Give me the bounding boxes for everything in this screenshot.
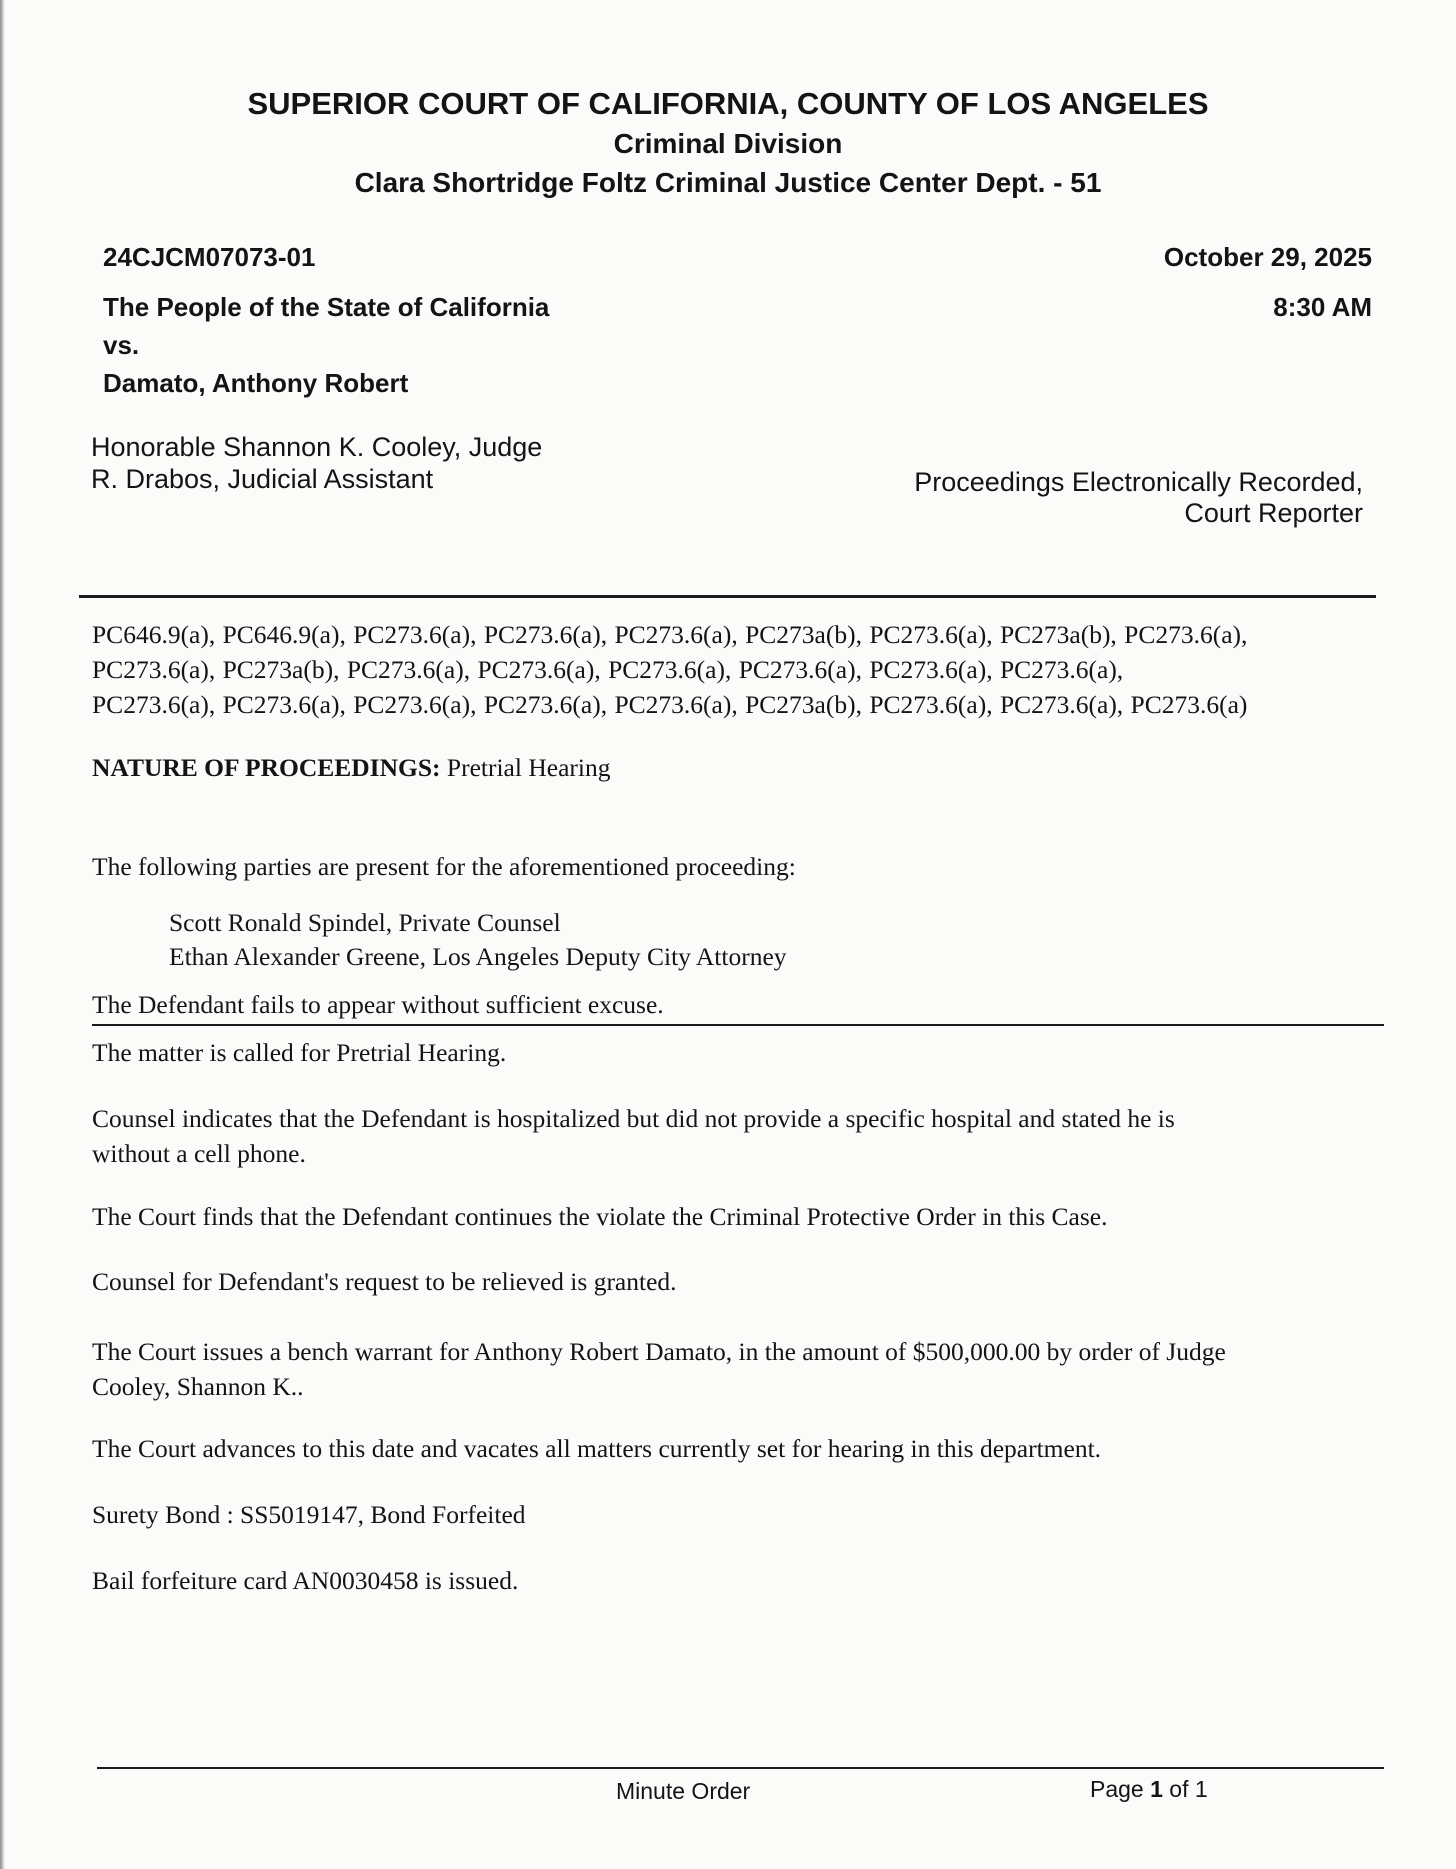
scan-edge-shadow (0, 0, 5, 1869)
footer-divider (97, 1767, 1384, 1769)
page-total: 1 (1194, 1776, 1208, 1802)
minute-hospitalized (92, 1101, 1392, 1171)
header-divider (79, 595, 1376, 598)
court-reporter-label: Court Reporter (1184, 498, 1363, 528)
minute-line: without a cell phone. (92, 1139, 306, 1168)
defendant-status: The Defendant fails to appear without sufficient excuse. (92, 990, 664, 1019)
minute-violation: The Court finds that the Defendant continues the violate the Criminal Protective Order in this Case. (92, 1202, 1108, 1231)
page-current: 1 (1150, 1776, 1163, 1802)
plaintiff: The People of the State of California (103, 292, 550, 322)
minute-bench-warrant (92, 1334, 1392, 1404)
minute-line: Counsel indicates that the Defendant is hospitalized but did not provide a specific hospital and stated he is (92, 1104, 1175, 1133)
page-mid: of (1162, 1776, 1195, 1802)
minute-line: The Court issues a bench warrant for Anthony Robert Damato, in the amount of $500,000.00 by order of Judge (92, 1337, 1226, 1366)
party-entry: Scott Ronald Spindel, Private Counsel (169, 908, 561, 937)
minute-bail-forfeiture: Bail forfeiture card AN0030458 is issued. (92, 1566, 519, 1595)
courthouse-department: Clara Shortridge Foltz Criminal Justice Center Dept. - 51 (354, 167, 1102, 198)
hearing-time: 8:30 AM (1273, 292, 1372, 322)
charges-line: PC273.6(a), PC273.6(a), PC273.6(a), PC273.6(a), PC273.6(a), PC273a(b), PC273.6(a), PC273.6(a), PC273.6(a) (92, 690, 1248, 719)
judge-name: Honorable Shannon K. Cooley, Judge (91, 432, 543, 462)
minute-called: The matter is called for Pretrial Hearing. (92, 1038, 507, 1067)
charges-line: PC273.6(a), PC273a(b), PC273.6(a), PC273.6(a), PC273.6(a), PC273.6(a), PC273.6(a), PC273.6(a), (92, 655, 1124, 684)
court-name: SUPERIOR COURT OF CALIFORNIA, COUNTY OF LOS ANGELES (247, 86, 1209, 121)
minute-line: Cooley, Shannon K.. (92, 1372, 304, 1401)
hearing-date: October 29, 2025 (1163, 242, 1372, 272)
footer-document-title: Minute Order (616, 1778, 751, 1804)
page-prefix: Page (1090, 1776, 1151, 1802)
nature-label: NATURE OF PROCEEDINGS: (92, 753, 441, 782)
versus: vs. (103, 330, 140, 360)
minutes-divider (92, 1024, 1384, 1026)
charges-list (92, 617, 1392, 722)
charges-line: PC646.9(a), PC646.9(a), PC273.6(a), PC273.6(a), PC273.6(a), PC273a(b), PC273.6(a), PC273a(b), PC273.6(a), (92, 620, 1248, 649)
parties-intro: The following parties are present for the aforementioned proceeding: (92, 852, 796, 881)
judicial-assistant: R. Drabos, Judicial Assistant (91, 464, 434, 494)
recording-note: Proceedings Electronically Recorded, (914, 467, 1363, 497)
party-entry: Ethan Alexander Greene, Los Angeles Deputy City Attorney (169, 942, 787, 971)
defendant-name: Damato, Anthony Robert (103, 368, 409, 398)
division-title: Criminal Division (613, 128, 843, 159)
minute-surety-bond: Surety Bond : SS5019147, Bond Forfeited (92, 1500, 526, 1529)
page-number (1090, 1776, 1208, 1803)
nature-of-proceedings (92, 750, 1392, 785)
nature-value: Pretrial Hearing (446, 753, 611, 782)
minute-advances: The Court advances to this date and vacates all matters currently set for hearing in this department. (92, 1434, 1102, 1463)
minute-counsel-relieved: Counsel for Defendant's request to be relieved is granted. (92, 1267, 677, 1296)
case-number: 24CJCM07073-01 (103, 242, 316, 272)
